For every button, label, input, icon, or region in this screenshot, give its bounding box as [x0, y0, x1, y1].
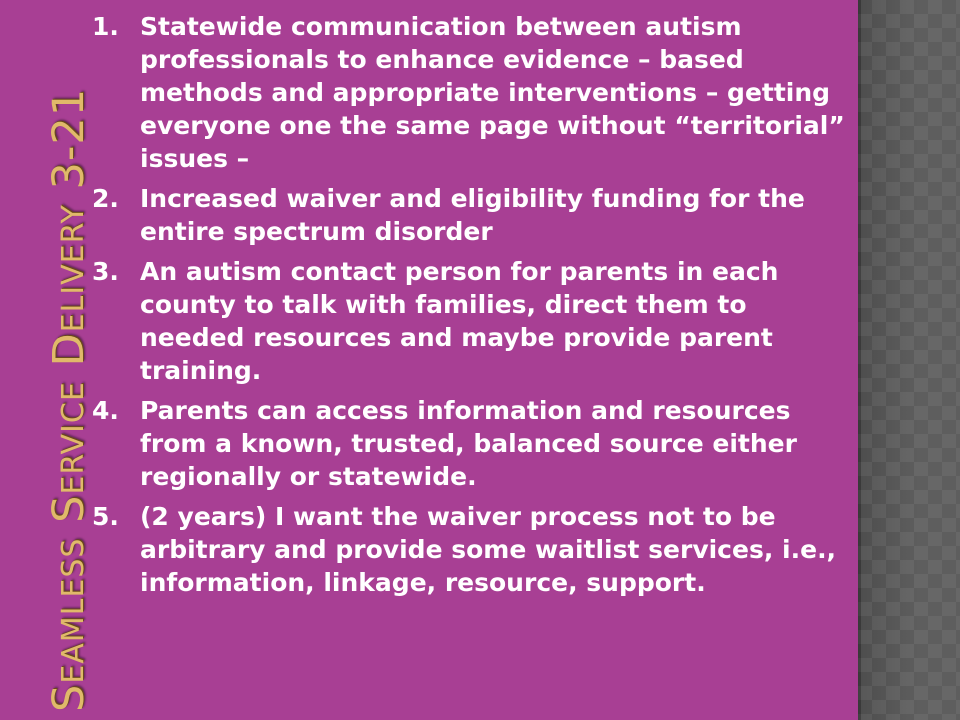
- slide-body: [92, 10, 848, 606]
- list-item: [92, 255, 848, 387]
- item-number: 5.: [92, 502, 119, 531]
- item-text: Increased waiver and eligibility funding for the entire spectrum disorder: [140, 184, 805, 246]
- list-item: [92, 500, 848, 599]
- slide-title: Seamless Service Delivery 3-21: [44, 87, 94, 712]
- item-number: 1.: [92, 12, 119, 41]
- decorative-side-panel: [858, 0, 960, 720]
- item-text: Statewide communication between autism professionals to enhance evidence – based methods and appropriate interventions – getting everyone one the same page without “territorial” issues –: [140, 12, 845, 173]
- item-number: 3.: [92, 257, 119, 286]
- item-number: 4.: [92, 396, 119, 425]
- item-text: (2 years) I want the waiver process not to be arbitrary and provide some waitlist services, i.e., information, linkage, resource, support.: [140, 502, 837, 597]
- side-panel-edge: [858, 0, 861, 720]
- list-item: [92, 394, 848, 493]
- item-text: Parents can access information and resources from a known, trusted, balanced source either regionally or statewide.: [140, 396, 797, 491]
- item-text: An autism contact person for parents in each county to talk with families, direct them to needed resources and maybe provide parent training.: [140, 257, 779, 385]
- list-item: [92, 182, 848, 248]
- list-item: [92, 10, 848, 175]
- numbered-list: [92, 10, 848, 599]
- item-number: 2.: [92, 184, 119, 213]
